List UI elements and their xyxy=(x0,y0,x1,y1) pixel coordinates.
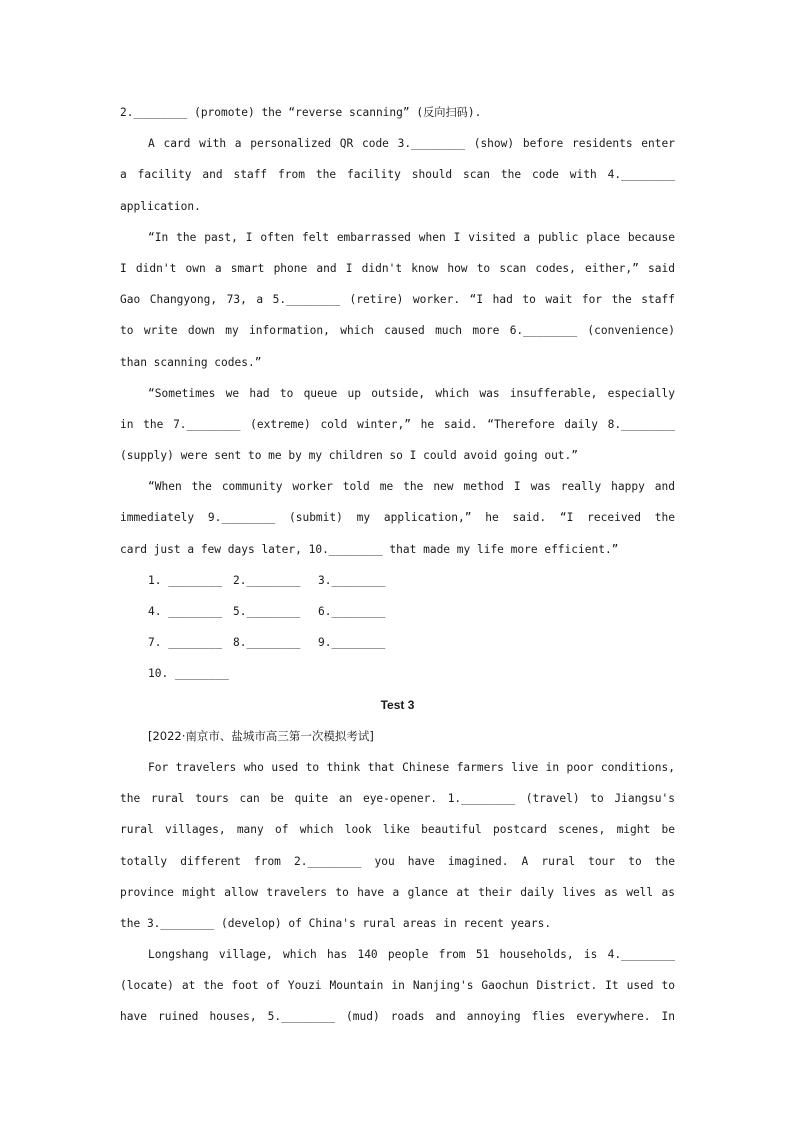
text-line: (supply) were sent to me by my children so I could avoid going out.” xyxy=(120,449,579,463)
answer-row xyxy=(120,627,675,658)
text-line: province might allow travelers to have a glance at their daily lives as well as xyxy=(120,885,675,899)
text-line: Gao Changyong, 73, a 5.________ (retire) worker. “I had to wait for the staff xyxy=(120,293,675,307)
text-line: 2.________ (promote) the “reverse scanning” (反向扫码). xyxy=(120,106,482,119)
answer-blanks xyxy=(120,565,675,690)
text-line: I didn't own a smart phone and I didn't know how to scan codes, either,” said xyxy=(120,261,675,275)
text-line: have ruined houses, 5.________ (mud) roads and annoying flies everywhere. In xyxy=(120,1010,675,1024)
answer-blank[interactable]: 6.________ xyxy=(318,605,386,618)
answer-blank[interactable]: 7. ________ xyxy=(148,636,223,650)
text-line: For travelers who used to think that Chinese farmers live in poor conditions, xyxy=(148,760,675,774)
section-title: Test 3 xyxy=(380,697,415,712)
text-line: “When the community worker told me the new method I was really happy and xyxy=(148,480,675,494)
text-line: “Sometimes we had to queue up outside, which was insufferable, especially xyxy=(148,386,675,400)
test3-passage xyxy=(120,752,675,1033)
text-line: (locate) at the foot of Youzi Mountain in Nanjing's Gaochun District. It used to xyxy=(120,979,675,993)
text-line: application. xyxy=(120,199,201,213)
text-line: totally different from 2.________ you have imagined. A rural tour to the xyxy=(120,854,675,868)
text-line: rural villages, many of which look like beautiful postcard scenes, might be xyxy=(120,823,675,837)
answer-blank[interactable]: 4. ________ xyxy=(148,605,223,618)
answer-blank[interactable]: 2.________ xyxy=(233,573,301,587)
passage-continued xyxy=(120,97,675,565)
text-line: “In the past, I often felt embarrassed when I visited a public place because xyxy=(148,230,675,244)
text-line: in the 7.________ (extreme) cold winter,” he said. “Therefore daily 8.________ xyxy=(120,417,675,431)
answer-row xyxy=(120,565,675,596)
answer-blank[interactable]: 9.________ xyxy=(318,636,386,650)
document-page xyxy=(120,97,675,1033)
answer-blank[interactable]: 3.________ xyxy=(318,573,386,587)
text-line: a facility and staff from the facility should scan the code with 4.________ xyxy=(120,168,675,182)
text-line: immediately 9.________ (submit) my application,” he said. “I received the xyxy=(120,511,675,525)
answer-row xyxy=(120,658,675,689)
text-line: card just a few days later, 10.________ that made my life more efficient.” xyxy=(120,542,619,556)
answer-blank[interactable]: 8.________ xyxy=(233,636,301,650)
answer-blank[interactable]: 10. ________ xyxy=(148,667,229,681)
text-line: the 3.________ (develop) of China's rural areas in recent years. xyxy=(120,916,552,930)
section-source: [2022·南京市、盐城市高三第一次模拟考试] xyxy=(148,728,374,743)
answer-blank[interactable]: 1. ________ xyxy=(148,573,223,587)
text-line: than scanning codes.” xyxy=(120,355,262,369)
text-line: to write down my information, which caused much more 6.________ (convenience) xyxy=(120,324,675,338)
answer-row xyxy=(120,596,675,627)
text-line: A card with a personalized QR code 3.________ (show) before residents enter xyxy=(148,137,675,151)
answer-blank[interactable]: 5.________ xyxy=(233,605,301,618)
text-line: the rural tours can be quite an eye-opener. 1.________ (travel) to Jiangsu's xyxy=(120,792,675,806)
text-line: Longshang village, which has 140 people from 51 households, is 4.________ xyxy=(148,948,675,962)
